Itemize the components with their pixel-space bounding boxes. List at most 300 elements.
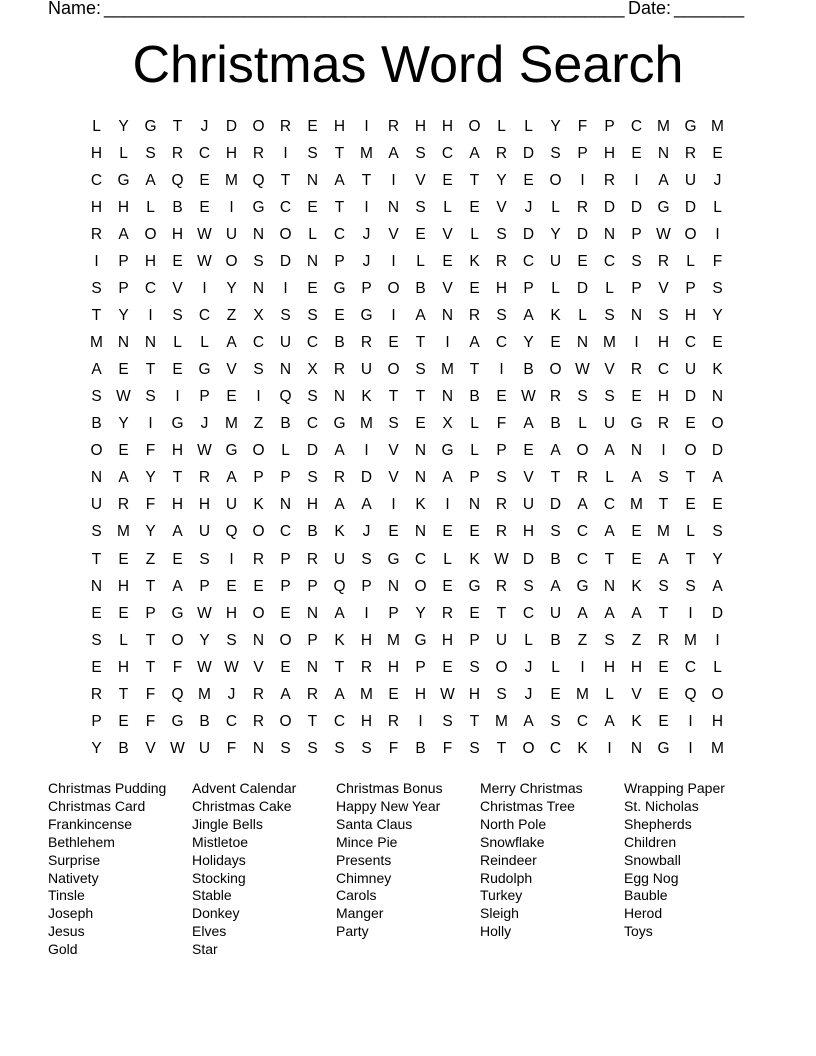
grid-letter: U: [549, 253, 562, 270]
word-item: Turkey: [480, 887, 523, 904]
grid-letter: H: [603, 658, 616, 676]
word-item: Christmas Bonus: [336, 780, 443, 796]
grid-letter: I: [445, 334, 450, 352]
grid-letter: I: [715, 631, 720, 649]
grid-letter: E: [199, 171, 210, 189]
grid-letter: M: [576, 685, 589, 703]
grid-letter: H: [198, 496, 211, 514]
grid-letter: H: [225, 604, 238, 622]
grid-letter: S: [496, 469, 507, 487]
grid-letter: W: [197, 658, 212, 676]
date-label: Date:: [628, 0, 672, 18]
grid-letter: S: [307, 739, 318, 757]
grid-letter: G: [630, 415, 643, 433]
grid-letter: Q: [225, 523, 238, 541]
grid-letter: F: [145, 712, 156, 730]
grid-letter: E: [658, 712, 669, 730]
grid-letter: T: [307, 712, 318, 730]
grid-letter: C: [279, 523, 292, 541]
grid-letter: K: [334, 523, 345, 541]
grid-letter: D: [306, 442, 319, 460]
grid-letter: Y: [118, 307, 129, 325]
grid-letter: T: [658, 604, 669, 622]
grid-letter: E: [91, 658, 102, 676]
grid-letter: I: [364, 604, 369, 622]
word-item: Joseph: [48, 905, 94, 922]
grid-letter: O: [684, 442, 697, 460]
grid-letter: D: [711, 442, 724, 460]
grid-letter: Y: [118, 117, 129, 135]
grid-letter: V: [415, 171, 426, 189]
grid-letter: F: [226, 739, 237, 757]
grid-letter: A: [469, 144, 480, 162]
grid-letter: H: [171, 496, 184, 514]
grid-letter: O: [279, 712, 292, 730]
grid-letter: R: [252, 685, 265, 703]
grid-letter: R: [279, 117, 292, 135]
grid-letter: N: [144, 334, 157, 352]
grid-letter: S: [415, 361, 426, 379]
grid-letter: V: [388, 442, 399, 460]
grid-letter: S: [91, 388, 102, 406]
grid-letter: D: [576, 225, 589, 243]
grid-letter: A: [334, 604, 345, 622]
grid-letter: S: [550, 144, 561, 162]
grid-letter: E: [172, 550, 183, 568]
grid-letter: G: [144, 117, 157, 135]
grid-letter: T: [145, 577, 156, 595]
grid-letter: A: [523, 307, 534, 325]
grid-letter: I: [391, 171, 396, 189]
grid-letter: T: [361, 171, 372, 189]
grid-letter: M: [684, 631, 697, 649]
grid-letter: N: [603, 577, 616, 595]
grid-letter: O: [468, 117, 481, 135]
grid-letter: M: [441, 361, 454, 379]
grid-letter: N: [387, 198, 400, 216]
word-item: North Pole: [480, 815, 547, 832]
grid-letter: I: [688, 604, 693, 622]
grid-letter: G: [414, 631, 427, 649]
grid-letter: O: [522, 739, 535, 757]
grid-letter: T: [145, 631, 156, 649]
grid-letter: H: [90, 144, 103, 162]
grid-letter: O: [252, 117, 265, 135]
grid-letter: O: [252, 523, 265, 541]
grid-letter: P: [91, 712, 102, 730]
grid-letter: E: [118, 712, 129, 730]
grid-letter: C: [630, 117, 643, 135]
grid-letter: A: [361, 496, 372, 514]
grid-letter: R: [387, 712, 400, 730]
grid-letter: C: [603, 496, 616, 514]
grid-letter: D: [522, 144, 535, 162]
grid-letter: U: [225, 496, 238, 514]
grid-letter: A: [415, 307, 426, 325]
grid-letter: O: [549, 171, 562, 189]
grid-letter: I: [391, 307, 396, 325]
grid-letter: V: [226, 361, 237, 379]
grid-letter: I: [661, 442, 666, 460]
grid-letter: K: [631, 712, 642, 730]
grid-letter: V: [388, 225, 399, 243]
grid-letter: N: [252, 225, 265, 243]
word-item: Happy New Year: [336, 797, 441, 814]
grid-letter: U: [333, 550, 346, 568]
grid-letter: F: [388, 739, 399, 757]
word-item: Santa Claus: [336, 815, 413, 832]
grid-letter: U: [522, 496, 535, 514]
grid-letter: N: [90, 469, 103, 487]
grid-letter: R: [630, 361, 643, 379]
grid-letter: E: [280, 604, 291, 622]
grid-letter: P: [388, 604, 399, 622]
grid-letter: I: [364, 117, 369, 135]
grid-letter: E: [469, 604, 480, 622]
grid-letter: X: [253, 307, 264, 325]
grid-letter: O: [90, 442, 103, 460]
grid-letter: C: [576, 550, 589, 568]
grid-letter: R: [360, 658, 373, 676]
grid-letter: L: [470, 415, 479, 433]
grid-letter: W: [440, 685, 455, 703]
word-column: [624, 780, 768, 959]
grid-letter: J: [362, 523, 371, 541]
grid-letter: H: [441, 117, 454, 135]
grid-letter: M: [225, 415, 238, 433]
grid-letter: A: [523, 415, 534, 433]
grid-letter: E: [658, 685, 669, 703]
grid-letter: L: [470, 225, 479, 243]
word-item: Holly: [480, 923, 512, 940]
grid-letter: Z: [253, 415, 264, 433]
grid-letter: L: [281, 442, 290, 460]
grid-letter: S: [442, 712, 453, 730]
word-item: Donkey: [192, 905, 240, 922]
grid-letter: Q: [684, 685, 697, 703]
grid-letter: F: [145, 496, 156, 514]
grid-letter: T: [91, 307, 102, 325]
grid-letter: E: [658, 658, 669, 676]
grid-letter: E: [631, 523, 642, 541]
grid-letter: P: [523, 280, 534, 298]
grid-letter: Y: [145, 469, 156, 487]
grid-letter: K: [712, 361, 723, 379]
grid-letter: T: [145, 361, 156, 379]
grid-letter: B: [199, 712, 210, 730]
grid-letter: D: [684, 198, 697, 216]
grid-letter: O: [144, 225, 157, 243]
grid-letter: B: [280, 415, 291, 433]
grid-letter: S: [469, 658, 480, 676]
grid-letter: F: [442, 739, 453, 757]
grid-letter: T: [469, 171, 480, 189]
grid-letter: J: [713, 171, 722, 189]
grid-letter: B: [172, 198, 183, 216]
grid-letter: G: [333, 280, 346, 298]
grid-letter: M: [198, 685, 211, 703]
grid-letter: S: [496, 225, 507, 243]
grid-letter: H: [306, 496, 319, 514]
grid-letter: L: [686, 523, 695, 541]
grid-letter: K: [361, 388, 372, 406]
grid-letter: W: [224, 658, 239, 676]
grid-letter: E: [550, 685, 561, 703]
grid-letter: C: [306, 415, 319, 433]
grid-letter: K: [550, 307, 561, 325]
grid-letter: Q: [171, 171, 184, 189]
grid-letter: Y: [226, 280, 237, 298]
grid-letter: H: [630, 658, 643, 676]
grid-letter: A: [334, 442, 345, 460]
grid-letter: C: [576, 523, 589, 541]
grid-letter: H: [90, 198, 103, 216]
grid-letter: R: [333, 469, 346, 487]
grid-letter: E: [631, 144, 642, 162]
grid-letter: A: [604, 712, 615, 730]
word-item: Holidays: [192, 851, 246, 868]
grid-letter: E: [226, 388, 237, 406]
grid-letter: O: [711, 415, 724, 433]
grid-letter: S: [712, 523, 723, 541]
grid-letter: A: [550, 442, 561, 460]
grid-letter: C: [576, 712, 589, 730]
grid-letter: H: [360, 631, 373, 649]
word-item: Shepherds: [624, 815, 692, 832]
grid-letter: T: [685, 469, 696, 487]
grid-letter: R: [495, 496, 508, 514]
grid-letter: P: [307, 577, 318, 595]
grid-letter: T: [145, 658, 156, 676]
grid-letter: U: [90, 496, 103, 514]
grid-letter: E: [280, 658, 291, 676]
grid-letter: O: [252, 604, 265, 622]
grid-letter: A: [550, 577, 561, 595]
grid-letter: I: [607, 739, 612, 757]
grid-letter: L: [92, 117, 101, 135]
grid-letter: W: [170, 739, 185, 757]
grid-letter: A: [91, 361, 102, 379]
grid-letter: B: [550, 415, 561, 433]
grid-letter: N: [117, 334, 130, 352]
grid-letter: F: [577, 117, 588, 135]
grid-letter: A: [442, 469, 453, 487]
grid-letter: E: [712, 334, 723, 352]
grid-letter: E: [442, 577, 453, 595]
grid-letter: T: [469, 361, 480, 379]
grid-letter: R: [657, 253, 670, 270]
grid-letter: S: [307, 144, 318, 162]
grid-letter: B: [415, 739, 426, 757]
grid-letter: H: [414, 685, 427, 703]
grid-letter: N: [468, 496, 481, 514]
grid-letter: D: [522, 225, 535, 243]
grid-letter: A: [280, 685, 291, 703]
grid-letter: O: [576, 442, 589, 460]
grid-letter: D: [711, 604, 724, 622]
grid-letter: Y: [199, 631, 210, 649]
grid-letter: E: [523, 171, 534, 189]
grid-letter: H: [171, 442, 184, 460]
grid-letter: A: [388, 144, 399, 162]
grid-letter: V: [523, 469, 534, 487]
grid-letter: P: [253, 469, 264, 487]
grid-letter: R: [441, 604, 454, 622]
grid-letter: D: [279, 253, 292, 270]
grid-letter: Y: [550, 117, 561, 135]
grid-letter: P: [361, 577, 372, 595]
grid-letter: S: [415, 144, 426, 162]
grid-letter: Y: [415, 604, 426, 622]
grid-letter: W: [656, 225, 671, 243]
grid-letter: Y: [523, 334, 534, 352]
grid-letter: R: [171, 144, 184, 162]
grid-letter: D: [630, 198, 643, 216]
grid-letter: J: [524, 685, 533, 703]
grid-letter: T: [91, 550, 102, 568]
grid-letter: D: [549, 496, 562, 514]
grid-letter: H: [711, 712, 724, 730]
word-item: Snowball: [624, 851, 681, 868]
grid-letter: P: [118, 253, 129, 270]
grid-letter: C: [333, 225, 346, 243]
grid-letter: A: [577, 496, 588, 514]
grid-letter: U: [279, 334, 292, 352]
grid-letter: C: [549, 739, 562, 757]
grid-letter: T: [496, 604, 507, 622]
grid-letter: N: [603, 225, 616, 243]
grid-letter: C: [225, 712, 238, 730]
grid-letter: S: [199, 550, 210, 568]
grid-letter: O: [279, 225, 292, 243]
grid-letter: S: [334, 739, 345, 757]
grid-letter: C: [657, 361, 670, 379]
grid-letter: A: [712, 577, 723, 595]
word-item: St. Nicholas: [624, 797, 699, 814]
word-item: Mistletoe: [192, 833, 249, 850]
grid-letter: K: [469, 253, 480, 270]
grid-letter: E: [442, 171, 453, 189]
grid-letter: E: [334, 307, 345, 325]
grid-letter: B: [523, 361, 534, 379]
word-bank: [48, 780, 768, 959]
grid-letter: S: [550, 523, 561, 541]
grid-letter: E: [469, 198, 480, 216]
grid-letter: S: [658, 307, 669, 325]
word-item: Surprise: [48, 851, 101, 868]
grid-letter: G: [387, 550, 400, 568]
grid-letter: G: [117, 171, 130, 189]
grid-letter: E: [685, 496, 696, 514]
grid-letter: G: [684, 117, 697, 135]
grid-letter: I: [391, 496, 396, 514]
grid-letter: U: [225, 225, 238, 243]
grid-letter: E: [496, 388, 507, 406]
word-item: Herod: [624, 905, 663, 922]
grid-letter: J: [362, 225, 371, 243]
grid-letter: M: [117, 523, 130, 541]
grid-letter: J: [227, 685, 236, 703]
date-line: _______: [674, 0, 745, 18]
grid-letter: R: [198, 469, 211, 487]
grid-letter: V: [496, 198, 507, 216]
grid-letter: V: [172, 280, 183, 298]
grid-letter: R: [495, 253, 508, 270]
grid-letter: Y: [145, 523, 156, 541]
grid-letter: R: [306, 685, 319, 703]
grid-letter: E: [577, 253, 588, 270]
grid-letter: S: [307, 307, 318, 325]
word-item: Gold: [48, 941, 78, 958]
grid-letter: G: [360, 307, 373, 325]
grid-letter: F: [145, 685, 156, 703]
grid-letter: N: [630, 442, 643, 460]
grid-letter: U: [360, 361, 373, 379]
grid-letter: S: [604, 631, 615, 649]
word-item: Merry Christmas: [480, 780, 583, 796]
grid-letter: A: [523, 712, 534, 730]
grid-letter: V: [253, 658, 264, 676]
grid-letter: G: [468, 577, 481, 595]
grid-letter: J: [524, 658, 533, 676]
grid-letter: S: [388, 415, 399, 433]
grid-letter: O: [225, 253, 238, 270]
grid-letter: E: [631, 550, 642, 568]
grid-letter: C: [603, 253, 616, 270]
grid-letter: I: [148, 415, 153, 433]
grid-letter: F: [712, 253, 723, 270]
grid-letter: R: [387, 117, 400, 135]
grid-letter: A: [226, 469, 237, 487]
grid-letter: J: [524, 198, 533, 216]
grid-letter: Q: [252, 171, 265, 189]
grid-letter: S: [280, 307, 291, 325]
grid-letter: N: [252, 631, 265, 649]
grid-letter: N: [306, 171, 319, 189]
grid-letter: G: [171, 712, 184, 730]
word-item: Presents: [336, 851, 392, 868]
word-item: Bauble: [624, 887, 668, 904]
grid-letter: V: [631, 685, 642, 703]
word-item: Toys: [624, 923, 653, 940]
grid-letter: P: [199, 577, 210, 595]
grid-letter: G: [333, 415, 346, 433]
word-item: Stocking: [192, 869, 246, 886]
grid-letter: P: [604, 117, 615, 135]
grid-letter: H: [117, 577, 130, 595]
grid-letter: Z: [631, 631, 642, 649]
grid-letter: W: [197, 225, 212, 243]
grid-letter: M: [495, 712, 508, 730]
grid-letter: T: [604, 550, 615, 568]
grid-letter: I: [580, 658, 585, 676]
grid-letter: I: [688, 739, 693, 757]
grid-letter: G: [171, 604, 184, 622]
grid-letter: I: [715, 225, 720, 243]
grid-letter: M: [657, 523, 670, 541]
grid-letter: N: [90, 577, 103, 595]
grid-letter: T: [469, 712, 480, 730]
grid-letter: T: [658, 496, 669, 514]
grid-letter: I: [256, 388, 261, 406]
grid-letter: W: [494, 550, 509, 568]
grid-letter: H: [468, 685, 481, 703]
grid-letter: E: [442, 523, 453, 541]
grid-letter: I: [148, 307, 153, 325]
grid-letter: I: [229, 198, 234, 216]
grid-letter: T: [334, 144, 345, 162]
grid-letter: Y: [91, 739, 102, 757]
